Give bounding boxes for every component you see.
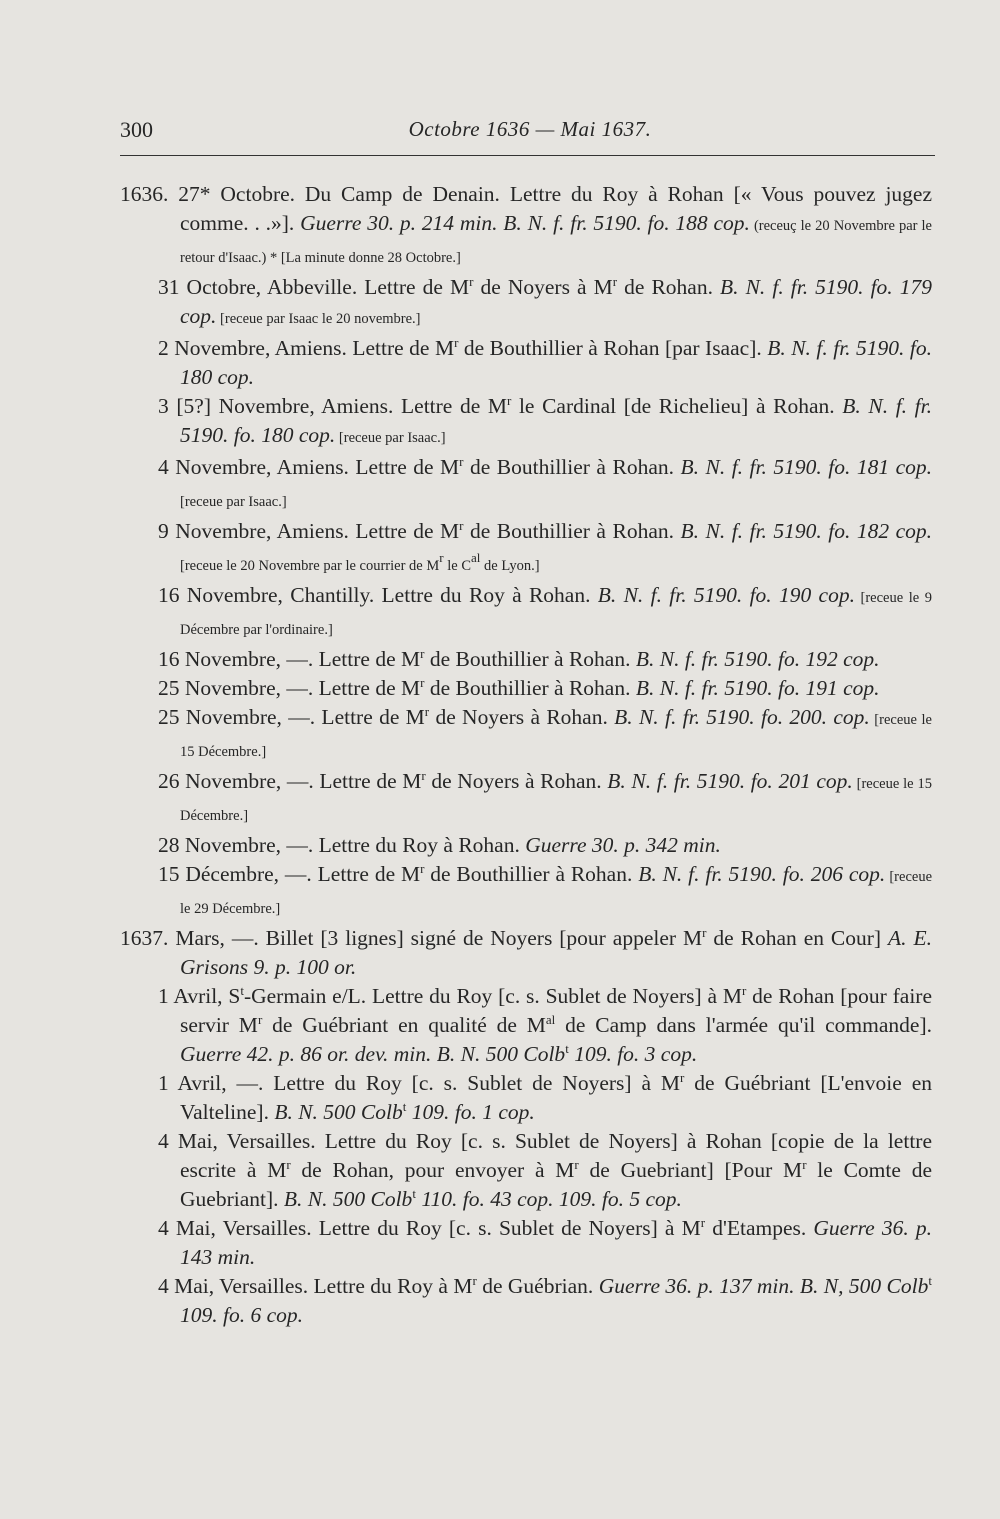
page-number: 300 <box>120 117 153 142</box>
calendar-entry <box>120 180 932 273</box>
superscript: al <box>545 1011 556 1027</box>
calendar-entry <box>120 860 932 924</box>
calendar-entry <box>120 982 932 1069</box>
entry-list <box>120 180 932 1330</box>
receipt-note: [receue par Isaac.] <box>335 430 446 446</box>
source-reference: 109. fo. 1 cop. <box>406 1100 535 1124</box>
superscript: r <box>700 1214 706 1230</box>
calendar-entry <box>120 645 932 674</box>
superscript: r <box>680 1069 685 1085</box>
entry-text: 1 Avril, —. Lettre du Roy [c. s. Sublet de Noyers] à M <box>158 1071 681 1095</box>
entry-text: de Bouthillier à Rohan. <box>424 676 636 700</box>
receipt-note: [receue le 15 Décembre.] <box>180 776 932 824</box>
calendar-entry <box>120 674 932 703</box>
superscript: t <box>402 1098 407 1114</box>
superscript: r <box>574 1156 579 1172</box>
superscript: r <box>420 674 425 690</box>
entry-text: de Guébrian. <box>476 1274 599 1298</box>
calendar-entry <box>120 1069 932 1127</box>
source-reference: B. N. f. fr. 5190. fo. 191 cop. <box>635 676 880 700</box>
entry-text: de Rohan en Cour] <box>706 926 889 950</box>
receipt-note: [receue par Isaac.] <box>180 494 287 510</box>
superscript: r <box>439 549 444 565</box>
source-reference: B. N. f. fr. 5190. fo. 182 cop. <box>680 519 932 543</box>
entry-text: de Rohan. <box>617 275 721 299</box>
entry-text: 4 Mai, Versailles. Lettre du Roy [c. s. Sublet de Noyers] à Rohan [copie de la lettre escrite à M <box>158 1129 932 1182</box>
entry-text: de Bouthillier à Rohan. <box>463 519 681 543</box>
receipt-note: [receue le 15 Décembre.] <box>180 712 932 760</box>
source-reference: B. N. f. fr. 5190. fo. 180 cop. <box>180 394 932 447</box>
entry-text: de Rohan [pour faire servir M <box>180 984 933 1037</box>
entry-text: 31 Octobre, Abbeville. Lettre de M <box>158 275 470 299</box>
source-reference: B. N. f. fr. 5190. fo. 192 cop. <box>635 647 880 671</box>
entry-text: de Guebriant] [Pour M <box>578 1158 803 1182</box>
entry-text: 4 Mai, Versailles. Lettre du Roy [c. s. Sublet de Noyers] à M <box>158 1216 701 1240</box>
entry-text: Mars, —. Billet [3 lignes] signé de Noyers [pour appeler M <box>175 926 703 950</box>
source-reference: 109. fo. 3 cop. <box>568 1042 698 1066</box>
entry-text: de Rohan, pour envoyer à M <box>290 1158 575 1182</box>
superscript: r <box>421 767 426 783</box>
superscript: r <box>469 273 474 289</box>
source-reference: B. N. f. fr. 5190. fo. 181 cop. <box>680 455 932 479</box>
entry-year: 1636. <box>120 182 179 206</box>
superscript: r <box>612 273 618 289</box>
source-reference: Guerre 42. p. 86 or. dev. min. B. N. 500 Colb <box>180 1042 566 1066</box>
source-reference: B. N. 500 Colb <box>283 1187 413 1211</box>
entry-text: de Guébriant [L'envoie en Valteline]. <box>180 1071 932 1124</box>
receipt-note: [receue le 29 Décembre.] <box>180 869 933 917</box>
superscript: r <box>454 334 459 350</box>
calendar-entry <box>120 767 932 831</box>
superscript: al <box>471 549 481 565</box>
superscript: r <box>424 703 430 719</box>
source-reference: Guerre 30. p. 342 min. <box>525 833 721 857</box>
source-reference: Guerre 30. p. 214 min. B. N. f. fr. 5190. fo. 188 cop. <box>300 211 750 235</box>
calendar-entry <box>120 334 932 392</box>
source-reference: A. E. Grisons 9. p. 100 or. <box>180 926 933 979</box>
superscript: t <box>928 1272 932 1288</box>
calendar-entry <box>120 581 932 645</box>
superscript: t <box>240 982 244 998</box>
receipt-note: [receue le 20 Novembre par le courrier de M <box>180 558 440 574</box>
entry-text: 4 Mai, Versailles. Lettre du Roy à M <box>158 1274 473 1298</box>
entry-text: de Camp dans l'armée qu'il commande]. <box>555 1013 932 1037</box>
source-reference: B. N. f. fr. 5190. fo. 179 cop. <box>180 275 932 328</box>
source-reference: B. N. f. fr. 5190. fo. 180 cop. <box>180 336 932 389</box>
page-header <box>120 117 940 149</box>
entry-year: 1637. <box>120 926 176 950</box>
superscript: r <box>420 860 425 876</box>
calendar-entry <box>120 392 932 453</box>
source-reference: B. N. f. fr. 5190. fo. 206 cop. <box>638 862 886 886</box>
entry-text: 25 Novembre, —. Lettre de M <box>158 676 421 700</box>
entry-text: 3 [5?] Novembre, Amiens. Lettre de M <box>158 394 507 418</box>
receipt-note: [receue le 9 Décembre par l'ordinaire.] <box>180 590 932 638</box>
receipt-note: de Lyon.] <box>480 558 540 574</box>
entry-text: 16 Novembre, Chantilly. Lettre du Roy à Rohan. <box>158 583 598 607</box>
source-reference: B. N. 500 Colb <box>274 1100 403 1124</box>
entry-text: 16 Novembre, —. Lettre de M <box>158 647 421 671</box>
entry-text: 15 Décembre, —. Lettre de M <box>158 862 421 886</box>
source-reference: B. N. f. fr. 5190. fo. 200. cop. <box>614 705 870 729</box>
calendar-entry <box>120 703 932 767</box>
entry-text: 25 Novembre, —. Lettre de M <box>158 705 425 729</box>
calendar-entry <box>120 453 932 517</box>
source-reference: 110. fo. 43 cop. 109. fo. 5 cop. <box>415 1187 682 1211</box>
calendar-entry <box>120 924 932 982</box>
superscript: r <box>742 982 747 998</box>
entry-text: de Guébriant en qualité de M <box>262 1013 546 1037</box>
running-title: Octobre 1636 — Mai 1637. <box>408 117 652 141</box>
superscript: r <box>506 392 512 408</box>
source-reference: B. N. f. fr. 5190. fo. 190 cop. <box>597 583 855 607</box>
entry-text: 9 Novembre, Amiens. Lettre de M <box>158 519 460 543</box>
superscript: r <box>257 1011 263 1027</box>
calendar-entry <box>120 1272 932 1330</box>
superscript: r <box>459 453 464 469</box>
entry-text: 28 Novembre, —. Lettre du Roy à Rohan. <box>158 833 526 857</box>
header-rule <box>120 155 935 156</box>
source-reference: Guerre 36. p. 137 min. B. N, 500 Colb <box>598 1274 929 1298</box>
entry-text: d'Etampes. <box>705 1216 814 1240</box>
superscript: r <box>472 1272 477 1288</box>
superscript: r <box>702 924 707 940</box>
calendar-entry <box>120 1214 932 1272</box>
superscript: r <box>286 1156 291 1172</box>
entry-text: le Cardinal [de Richelieu] à Rohan. <box>511 394 843 418</box>
entry-text: de Bouthillier à Rohan. <box>463 455 681 479</box>
calendar-entry <box>120 831 932 860</box>
entry-text: de Bouthillier à Rohan. <box>424 862 639 886</box>
source-reference: 109. fo. 6 cop. <box>180 1303 304 1327</box>
calendar-entry <box>120 517 932 581</box>
receipt-note: le C <box>443 558 471 574</box>
entry-text: de Noyers à Rohan. <box>429 705 615 729</box>
receipt-note: [receue par Isaac le 20 novembre.] <box>216 311 421 327</box>
calendar-entry <box>120 273 932 334</box>
entry-text: 1 Avril, S <box>158 984 241 1008</box>
entry-text: de Noyers à Rohan. <box>425 769 608 793</box>
entry-text: 4 Novembre, Amiens. Lettre de M <box>158 455 460 479</box>
source-reference: B. N. f. fr. 5190. fo. 201 cop. <box>607 769 853 793</box>
receipt-note: (receuç le 20 Novembre par le retour d'Isaac.) * [La minute donne 28 Octobre.] <box>180 218 932 266</box>
entry-text: 27* Octobre. Du Camp de Denain. Lettre du Roy à Rohan [« Vous pouvez jugez comme. . .»]. <box>178 182 933 235</box>
entry-text: de Noyers à M <box>473 275 613 299</box>
entry-text: de Bouthillier à Rohan. <box>424 647 636 671</box>
entry-text: 26 Novembre, —. Lettre de M <box>158 769 422 793</box>
superscript: r <box>802 1156 807 1172</box>
entry-text: de Bouthillier à Rohan [par Isaac]. <box>458 336 768 360</box>
source-reference: Guerre 36. p. 143 min. <box>180 1216 932 1269</box>
entry-text: le Comte de Guebriant]. <box>180 1158 932 1211</box>
superscript: r <box>459 517 464 533</box>
superscript: t <box>565 1040 569 1056</box>
entry-text: 2 Novembre, Amiens. Lettre de M <box>158 336 455 360</box>
superscript: t <box>412 1185 416 1201</box>
entry-text: -Germain e/L. Lettre du Roy [c. s. Sublet de Noyers] à M <box>243 984 743 1008</box>
superscript: r <box>420 645 425 661</box>
calendar-entry <box>120 1127 932 1214</box>
